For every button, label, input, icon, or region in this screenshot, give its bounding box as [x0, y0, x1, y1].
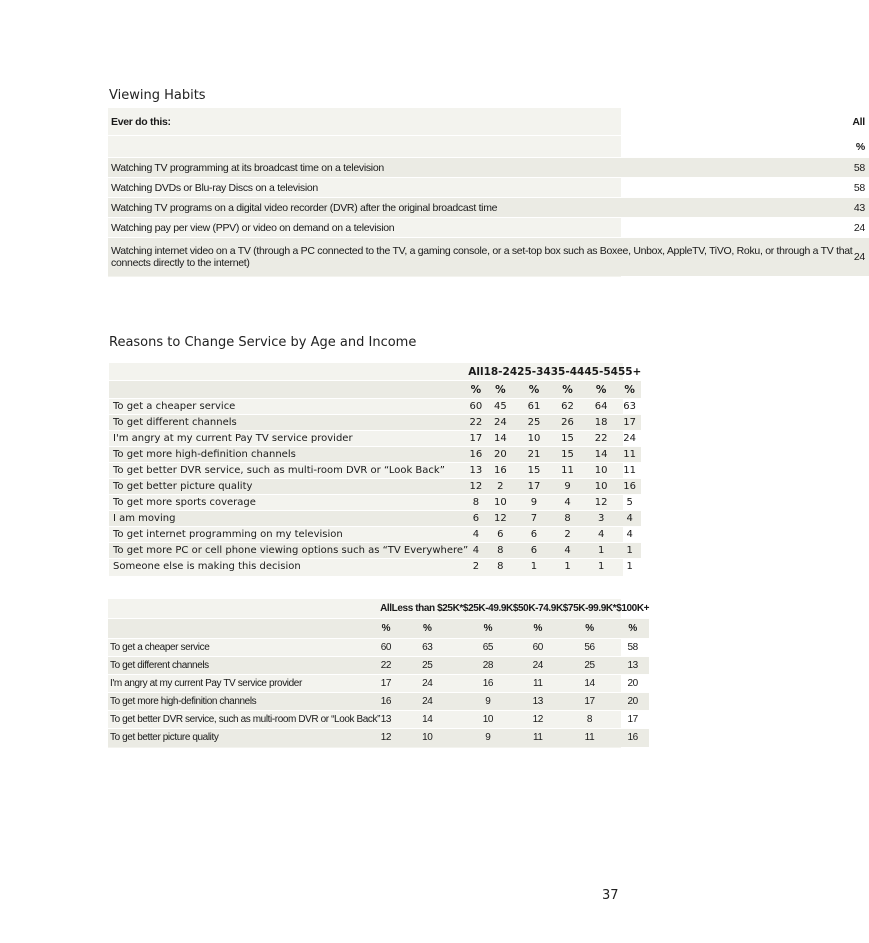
row-value: 17 [517, 479, 551, 495]
header-col-all: All [852, 108, 869, 136]
row-label-text: Watching internet video on a TV (through a PC connected to the TV, a gaming console, or a set-top box such as Boxee, Unbox, AppleTV, TiVO, Roku, or through a TV that [111, 244, 853, 257]
row-value: 43 [852, 198, 869, 218]
page-number: 37 [602, 888, 619, 903]
row-value: 15 [551, 431, 585, 447]
unit-label: % [468, 381, 483, 399]
row-value: 8 [484, 543, 518, 559]
row-value: 14 [584, 447, 618, 463]
row-value: 63 [392, 639, 463, 657]
table-row [108, 675, 649, 693]
row-value: 25 [392, 657, 463, 675]
row-value: 1 [584, 559, 618, 575]
table-row [109, 463, 641, 479]
row-value: 15 [551, 447, 585, 463]
row-label [108, 178, 852, 198]
row-value: 4 [618, 527, 641, 543]
row-label: To get more high-definition channels [109, 447, 468, 463]
row-value: 6 [484, 527, 518, 543]
row-value: 10 [392, 729, 463, 747]
row-value: 25 [563, 657, 616, 675]
row-value: 16 [616, 729, 649, 747]
row-value: 11 [563, 729, 616, 747]
row-value: 45 [484, 399, 518, 415]
row-value: 4 [468, 543, 483, 559]
row-value: 8 [468, 495, 483, 511]
row-value: 60 [468, 399, 483, 415]
row-label: To get better DVR service, such as multi-room DVR or “Look Back” [109, 463, 468, 479]
row-value: 12 [484, 511, 518, 527]
column-header: 35-44 [551, 363, 585, 381]
table-row [108, 218, 869, 238]
header-spacer [109, 363, 468, 381]
row-value: 18 [584, 415, 618, 431]
row-value: 9 [463, 693, 513, 711]
row-value: 4 [551, 495, 585, 511]
header-row [108, 108, 869, 136]
row-label: To get more high-definition channels [108, 693, 380, 711]
table-row [108, 693, 649, 711]
row-value: 24 [513, 657, 563, 675]
row-value: 16 [618, 479, 641, 495]
column-header: $50K-74.9K [513, 599, 563, 619]
row-value: 2 [551, 527, 585, 543]
row-value: 6 [517, 527, 551, 543]
unit-label: % [517, 381, 551, 399]
column-header: Less than $25K* [392, 599, 463, 619]
row-value: 58 [616, 639, 649, 657]
unit-label: % [484, 381, 518, 399]
row-label: To get more PC or cell phone viewing options such as “TV Everywhere” [109, 543, 468, 559]
row-label: To get internet programming on my television [109, 527, 468, 543]
row-value: 16 [463, 675, 513, 693]
column-header: 55+ [618, 363, 641, 381]
table-row [109, 447, 641, 463]
unit-label: % [392, 619, 463, 639]
row-value: 11 [513, 675, 563, 693]
unit-row [108, 619, 649, 639]
table-row [109, 543, 641, 559]
row-value: 11 [618, 463, 641, 479]
row-value: 1 [618, 543, 641, 559]
table-row [108, 729, 649, 747]
row-value: 17 [563, 693, 616, 711]
row-label: To get different channels [108, 657, 380, 675]
unit-row [108, 136, 869, 158]
row-value: 2 [484, 479, 518, 495]
row-value: 24 [618, 431, 641, 447]
unit-label: % [563, 619, 616, 639]
row-value: 22 [380, 657, 392, 675]
table-row [109, 431, 641, 447]
row-value: 58 [852, 178, 869, 198]
row-label: I am moving [109, 511, 468, 527]
unit-label: % [551, 381, 585, 399]
column-header: 45-54 [584, 363, 618, 381]
row-label-text: Watching DVDs or Blu-ray Discs on a television [111, 181, 318, 194]
row-value: 10 [484, 495, 518, 511]
row-value: 5 [618, 495, 641, 511]
viewing-habits-body [108, 108, 869, 276]
row-value: 28 [463, 657, 513, 675]
row-value: 61 [517, 399, 551, 415]
row-value: 24 [484, 415, 518, 431]
row-value: 1 [618, 559, 641, 575]
row-value: 58 [852, 158, 869, 178]
column-header: $75K-99.9K* [563, 599, 616, 619]
row-value: 3 [584, 511, 618, 527]
row-value: 16 [380, 693, 392, 711]
row-label [108, 238, 852, 276]
unit-row [109, 381, 641, 399]
header-row [108, 599, 649, 619]
row-value: 14 [484, 431, 518, 447]
row-value: 20 [484, 447, 518, 463]
row-value: 11 [618, 447, 641, 463]
row-value: 11 [551, 463, 585, 479]
unit-spacer [108, 619, 380, 639]
column-header: $25K-49.9K [463, 599, 513, 619]
row-value: 8 [563, 711, 616, 729]
reasons-by-income-table [108, 598, 650, 748]
row-value: 16 [468, 447, 483, 463]
unit-spacer [108, 136, 852, 158]
column-header: 18-24 [484, 363, 518, 381]
row-value: 24 [852, 238, 869, 276]
row-label: I'm angry at my current Pay TV service provider [108, 675, 380, 693]
unit-label: % [616, 619, 649, 639]
column-header: 25-34 [517, 363, 551, 381]
row-value: 22 [584, 431, 618, 447]
row-value: 65 [463, 639, 513, 657]
row-label: To get better picture quality [108, 729, 380, 747]
table-row [108, 178, 869, 198]
row-value: 20 [616, 693, 649, 711]
row-label-text-2: connects directly to the internet) [111, 256, 250, 269]
row-value: 9 [551, 479, 585, 495]
row-value: 6 [468, 511, 483, 527]
row-value: 17 [468, 431, 483, 447]
row-value: 6 [517, 543, 551, 559]
row-value: 1 [584, 543, 618, 559]
row-value: 64 [584, 399, 618, 415]
row-label: I'm angry at my current Pay TV service provider [109, 431, 468, 447]
row-value: 63 [618, 399, 641, 415]
row-value: 8 [551, 511, 585, 527]
row-value: 60 [513, 639, 563, 657]
row-value: 12 [380, 729, 392, 747]
row-value: 56 [563, 639, 616, 657]
row-value: 10 [463, 711, 513, 729]
row-value: 2 [468, 559, 483, 575]
row-label: To get a cheaper service [109, 399, 468, 415]
row-value: 25 [517, 415, 551, 431]
row-value: 60 [380, 639, 392, 657]
table-row [109, 559, 641, 575]
reasons-by-age-table [109, 362, 642, 576]
section-title-viewing-habits: Viewing Habits [109, 88, 206, 103]
table-row [109, 415, 641, 431]
age-table-body [109, 363, 641, 575]
table-row [108, 711, 649, 729]
row-value: 14 [392, 711, 463, 729]
row-value: 8 [484, 559, 518, 575]
row-label [108, 158, 852, 178]
column-header: $100K+ [616, 599, 649, 619]
row-value: 13 [468, 463, 483, 479]
row-value: 10 [584, 479, 618, 495]
table-row [108, 238, 869, 276]
header-spacer [108, 599, 380, 619]
row-value: 4 [618, 511, 641, 527]
row-value: 4 [468, 527, 483, 543]
row-value: 12 [584, 495, 618, 511]
row-value: 20 [616, 675, 649, 693]
row-value: 62 [551, 399, 585, 415]
column-header: All [380, 599, 392, 619]
row-label: To get a cheaper service [108, 639, 380, 657]
row-value: 1 [517, 559, 551, 575]
unit-label: % [618, 381, 641, 399]
row-value: 21 [517, 447, 551, 463]
row-value: 17 [616, 711, 649, 729]
table-row [108, 639, 649, 657]
row-value: 4 [551, 543, 585, 559]
table-row [109, 495, 641, 511]
row-value: 13 [513, 693, 563, 711]
table-row [108, 657, 649, 675]
row-value: 9 [517, 495, 551, 511]
row-value: 24 [392, 693, 463, 711]
row-label [108, 218, 852, 238]
row-value: 13 [616, 657, 649, 675]
column-header: All [468, 363, 483, 381]
table-row [108, 158, 869, 178]
row-label [108, 198, 852, 218]
row-value: 26 [551, 415, 585, 431]
table-row [109, 511, 641, 527]
row-value: 12 [468, 479, 483, 495]
row-value: 13 [380, 711, 392, 729]
row-value: 17 [380, 675, 392, 693]
row-label-text: Watching TV programs on a digital video recorder (DVR) after the original broadcast time [111, 201, 498, 214]
unit-label: % [584, 381, 618, 399]
row-value: 10 [584, 463, 618, 479]
section-title-reasons: Reasons to Change Service by Age and Income [109, 335, 417, 350]
viewing-habits-table [108, 107, 865, 277]
table-row [108, 198, 869, 218]
unit-label: % [852, 136, 869, 158]
unit-spacer [109, 381, 468, 399]
row-value: 22 [468, 415, 483, 431]
row-value: 9 [463, 729, 513, 747]
row-value: 11 [513, 729, 563, 747]
row-value: 17 [618, 415, 641, 431]
income-table-body [108, 599, 649, 747]
header-row [109, 363, 641, 381]
row-value: 12 [513, 711, 563, 729]
header-label: Ever do this: [108, 108, 852, 136]
row-label: To get better picture quality [109, 479, 468, 495]
row-value: 1 [551, 559, 585, 575]
table-row [109, 399, 641, 415]
unit-label: % [463, 619, 513, 639]
row-value: 16 [484, 463, 518, 479]
row-value: 24 [392, 675, 463, 693]
table-row [109, 479, 641, 495]
row-value: 7 [517, 511, 551, 527]
row-value: 10 [517, 431, 551, 447]
row-label: To get different channels [109, 415, 468, 431]
row-label: Someone else is making this decision [109, 559, 468, 575]
row-label: To get better DVR service, such as multi-room DVR or “Look Back” [108, 711, 380, 729]
row-label-text: Watching pay per view (PPV) or video on demand on a television [111, 221, 395, 234]
row-value: 14 [563, 675, 616, 693]
row-label-text: Watching TV programming at its broadcast time on a television [111, 161, 384, 174]
row-value: 15 [517, 463, 551, 479]
unit-label: % [380, 619, 392, 639]
table-row [109, 527, 641, 543]
row-value: 4 [584, 527, 618, 543]
row-value: 24 [852, 218, 869, 238]
unit-label: % [513, 619, 563, 639]
row-label: To get more sports coverage [109, 495, 468, 511]
